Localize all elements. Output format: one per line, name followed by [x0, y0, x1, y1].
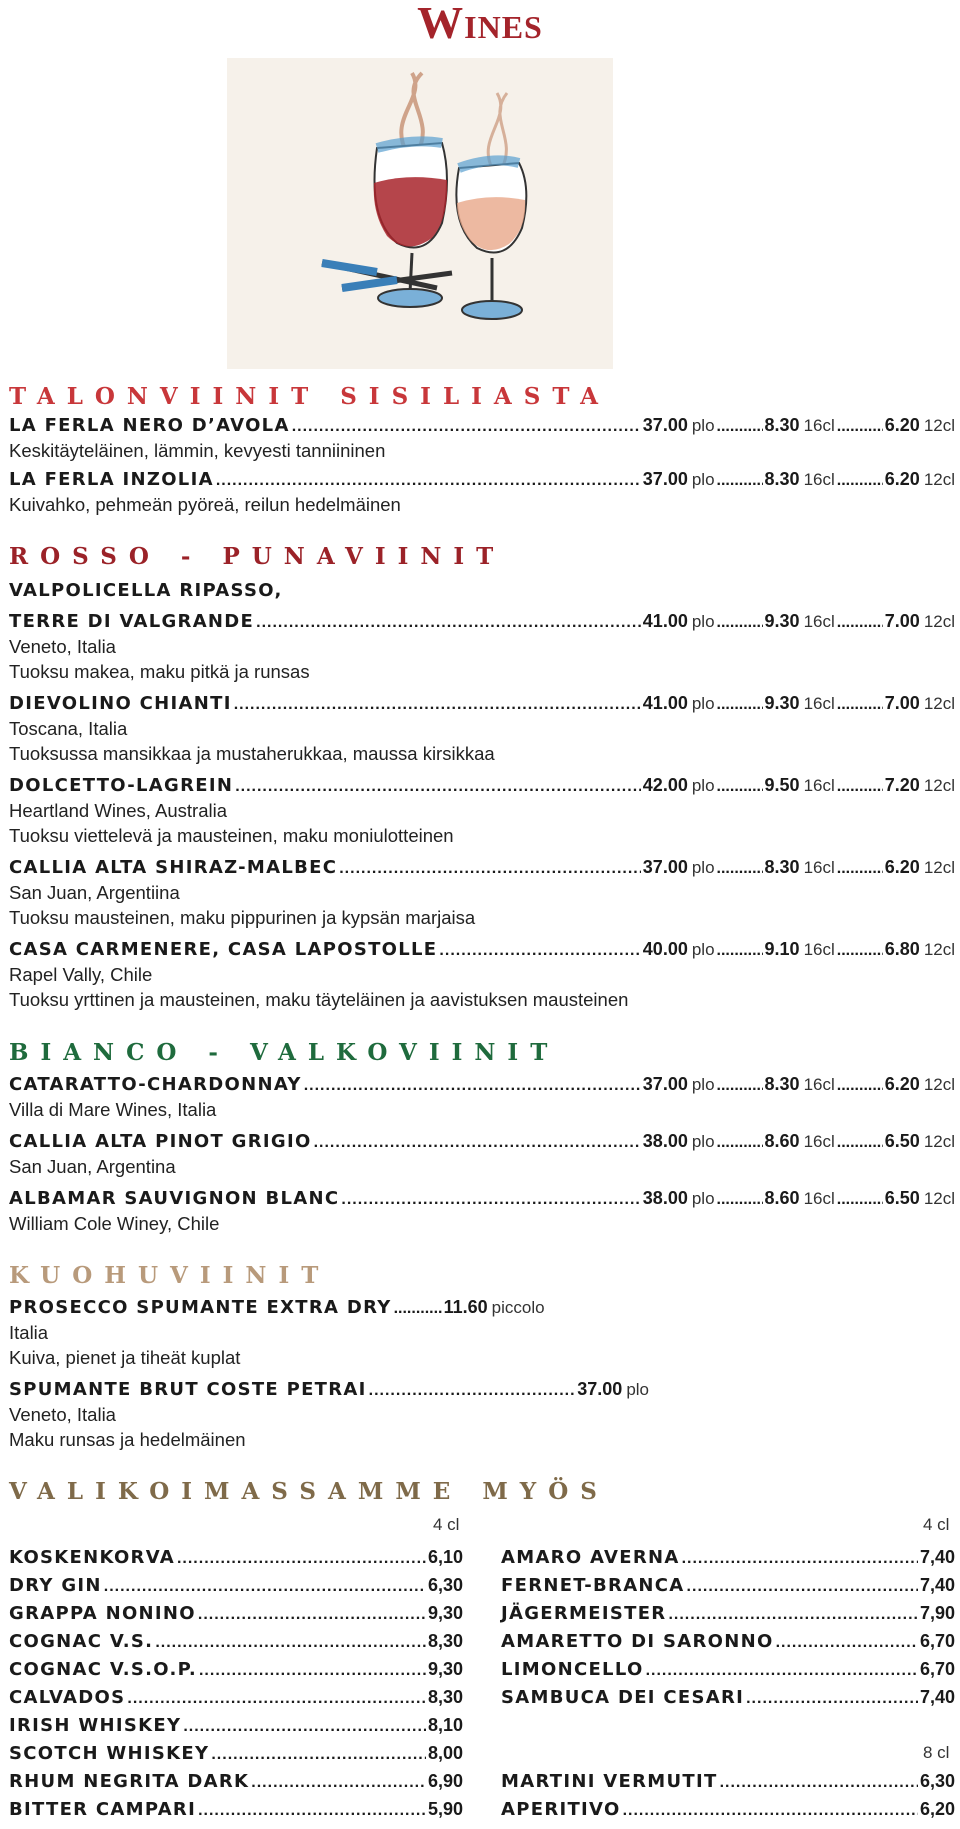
spirit-row — [9, 1547, 463, 1571]
unit: plo — [691, 612, 715, 631]
section-title: KUOHUVIINIT — [9, 1262, 331, 1289]
bottle-price: 42.00 — [642, 775, 688, 795]
wine-name: CATARATTO-CHARDONNAY — [9, 1074, 302, 1095]
bottle-price: 37.00 — [642, 857, 688, 877]
section-title: TALONVIINIT SISILIASTA — [9, 383, 611, 410]
spirit-name: AMARETTO DI SARONNO — [501, 1631, 774, 1652]
leader-dots — [251, 1774, 426, 1792]
unit: 16cl — [803, 776, 835, 795]
unit: 16cl — [803, 1189, 835, 1208]
spirit-name: GRAPPA NONINO — [9, 1603, 196, 1624]
wine-name: ALBAMAR SAUVIGNON BLANC — [9, 1188, 340, 1209]
spirit-name: COGNAC V.S. — [9, 1631, 154, 1652]
leader-dots — [717, 1077, 763, 1095]
spirit-name: MARTINI VERMUTIT — [501, 1771, 718, 1792]
wine-region: Heartland Wines, Australia — [9, 800, 227, 821]
spirit-price: 8,00 — [427, 1743, 463, 1763]
spirit-price: 7,40 — [919, 1687, 955, 1707]
leader-dots — [687, 1578, 918, 1596]
unit: 16cl — [803, 416, 835, 435]
spirit-name: DRY GIN — [9, 1575, 102, 1596]
sparkling-row — [9, 1379, 649, 1403]
leader-dots — [837, 696, 883, 714]
glass12-price: 6.20 — [884, 415, 920, 435]
glass12-price: 6.80 — [884, 939, 920, 959]
leader-dots — [717, 696, 763, 714]
wine-row — [9, 1074, 955, 1098]
section-spirits — [9, 1478, 609, 1505]
unit: 16cl — [803, 1132, 835, 1151]
unit: 16cl — [803, 470, 835, 489]
wine-description: Tuoksussa mansikkaa ja mustaherukkaa, maussa kirsikkaa — [9, 743, 495, 764]
bottle-price: 40.00 — [642, 939, 688, 959]
piccolo-price: 11.60 — [443, 1297, 488, 1317]
leader-dots — [211, 1746, 426, 1764]
glass16-price: 8.30 — [764, 469, 800, 489]
glass12-price: 6.50 — [884, 1131, 920, 1151]
unit: 12cl — [923, 416, 955, 435]
leader-dots — [216, 472, 641, 490]
spirit-name: JÄGERMEISTER — [501, 1603, 667, 1624]
wine-description: Tuoksu mausteinen, maku pippurinen ja kypsän marjaisa — [9, 907, 476, 928]
leader-dots — [304, 1077, 641, 1095]
unit: 12cl — [923, 858, 955, 877]
section-title: VALIKOIMASSAMME MYÖS — [9, 1478, 609, 1505]
spirit-row — [501, 1659, 955, 1683]
spirit-name: IRISH WHISKEY — [9, 1715, 182, 1736]
bottle-price: 37.00 — [577, 1379, 623, 1399]
spirit-price: 6,70 — [919, 1631, 955, 1651]
wine-description: Tuoksu makea, maku pitkä ja runsas — [9, 661, 310, 682]
leader-dots — [746, 1690, 918, 1708]
leader-dots — [256, 614, 641, 632]
unit: 12cl — [923, 1132, 955, 1151]
glass16-price: 9.10 — [764, 939, 800, 959]
spirit-row — [501, 1603, 955, 1627]
unit: plo — [691, 416, 715, 435]
leader-dots — [623, 1802, 918, 1820]
unit: plo — [691, 940, 715, 959]
wine-region: San Juan, Argentina — [9, 1156, 176, 1177]
bottle-price: 37.00 — [642, 1074, 688, 1094]
leader-dots — [717, 418, 763, 436]
section-house-wines — [9, 383, 610, 410]
leader-dots — [837, 418, 883, 436]
leader-dots — [198, 1606, 426, 1624]
leader-dots — [837, 1191, 883, 1209]
wine-row — [9, 611, 955, 635]
spirit-name: RHUM NEGRITA DARK — [9, 1771, 250, 1792]
leader-dots — [369, 1382, 576, 1400]
unit: 12cl — [923, 1075, 955, 1094]
wine-region: Villa di Mare Wines, Italia — [9, 1099, 217, 1120]
spirit-row — [9, 1743, 463, 1767]
bottle-price: 37.00 — [642, 415, 688, 435]
spirit-price: 6,30 — [919, 1771, 955, 1791]
leader-dots — [646, 1662, 918, 1680]
section-sparkling-wines — [9, 1262, 330, 1289]
leader-dots — [394, 1300, 442, 1318]
wine-name: CASA CARMENERE, CASA LAPOSTOLLE — [9, 939, 438, 960]
leader-dots — [177, 1550, 426, 1568]
spirit-row — [9, 1659, 463, 1683]
sparkling-row — [9, 1297, 545, 1321]
leader-dots — [104, 1578, 426, 1596]
wine-name: TERRE DI VALGRANDE — [9, 611, 255, 632]
bottle-price: 41.00 — [642, 693, 688, 713]
section-red-wines — [9, 543, 505, 570]
leader-dots — [837, 860, 883, 878]
wine-name: PROSECCO SPUMANTE EXTRA DRY — [9, 1297, 392, 1318]
spirit-price: 7,90 — [919, 1603, 955, 1623]
glass12-price: 6.20 — [884, 469, 920, 489]
wine-region: San Juan, Argentiina — [9, 882, 180, 903]
spirit-name: CALVADOS — [9, 1687, 126, 1708]
spirit-name: SAMBUCA DEI CESARI — [501, 1687, 745, 1708]
spirit-name: LIMONCELLO — [501, 1659, 644, 1680]
unit: 16cl — [803, 858, 835, 877]
wine-row — [9, 693, 955, 717]
wine-region: Toscana, Italia — [9, 718, 128, 739]
leader-dots — [341, 1191, 640, 1209]
bottle-price: 38.00 — [642, 1188, 688, 1208]
glass16-price: 8.30 — [764, 1074, 800, 1094]
unit: plo — [626, 1380, 649, 1399]
spirit-price: 5,90 — [427, 1799, 463, 1819]
bottle-price: 38.00 — [642, 1131, 688, 1151]
wine-row — [9, 415, 955, 439]
spirit-name: FERNET-BRANCA — [501, 1575, 685, 1596]
section-title: ROSSO - PUNAVIINIT — [9, 543, 506, 570]
page-title: Wines — [417, 0, 543, 48]
glass16-price: 8.60 — [764, 1188, 800, 1208]
leader-dots — [668, 1606, 917, 1624]
wine-name: LA FERLA INZOLIA — [9, 469, 214, 490]
unit: 16cl — [803, 1075, 835, 1094]
leader-dots — [339, 860, 641, 878]
wine-region: Rapel Vally, Chile — [9, 964, 153, 985]
glass12-price: 6.20 — [884, 1074, 920, 1094]
leader-dots — [198, 1802, 426, 1820]
spirit-row — [9, 1771, 463, 1795]
unit: 16cl — [803, 940, 835, 959]
spirit-name: SCOTCH WHISKEY — [9, 1743, 210, 1764]
leader-dots — [439, 942, 640, 960]
wine-row — [9, 469, 955, 493]
wine-description: Kuivahko, pehmeän pyöreä, reilun hedelmäinen — [9, 494, 401, 515]
wine-region: Veneto, Italia — [9, 636, 116, 657]
glass12-price: 7.20 — [884, 775, 920, 795]
spirit-price: 6,10 — [427, 1547, 463, 1567]
leader-dots — [717, 614, 763, 632]
column-unit-8cl: 8 cl — [923, 1743, 950, 1762]
bottle-price: 37.00 — [642, 469, 688, 489]
leader-dots — [127, 1690, 426, 1708]
spirit-row — [9, 1715, 463, 1739]
glass12-price: 6.50 — [884, 1188, 920, 1208]
leader-dots — [155, 1634, 426, 1652]
wine-name: DIEVOLINO CHIANTI — [9, 693, 232, 714]
bottle-price: 41.00 — [642, 611, 688, 631]
unit: 12cl — [923, 470, 955, 489]
spirit-price: 6,70 — [919, 1659, 955, 1679]
spirit-price: 6,90 — [427, 1771, 463, 1791]
unit: plo — [691, 694, 715, 713]
spirit-price: 6,30 — [427, 1575, 463, 1595]
unit: plo — [691, 858, 715, 877]
spirit-price: 6,20 — [919, 1799, 955, 1819]
wine-row — [9, 939, 955, 963]
leader-dots — [682, 1550, 918, 1568]
unit: 12cl — [923, 776, 955, 795]
glass16-price: 9.30 — [764, 693, 800, 713]
leader-dots — [183, 1718, 426, 1736]
spirit-name: APERITIVO — [501, 1799, 621, 1820]
leader-dots — [837, 1077, 883, 1095]
spirit-name: COGNAC V.S.O.P. — [9, 1659, 197, 1680]
leader-dots — [837, 778, 883, 796]
leader-dots — [717, 942, 763, 960]
wine-description: Tuoksu viettelevä ja mausteinen, maku moniulotteinen — [9, 825, 454, 846]
spirit-row — [501, 1631, 955, 1655]
unit: 16cl — [803, 612, 835, 631]
spirit-row — [9, 1799, 463, 1823]
spirit-price: 8,30 — [427, 1687, 463, 1707]
wine-region: Italia — [9, 1322, 49, 1343]
column-unit-left: 4 cl — [433, 1515, 460, 1534]
wine-row — [9, 1188, 955, 1212]
wine-glasses-illustration — [227, 58, 613, 369]
leader-dots — [717, 1191, 763, 1209]
unit: plo — [691, 1189, 715, 1208]
spirit-price: 8,10 — [427, 1715, 463, 1735]
spirit-row — [9, 1575, 463, 1599]
unit: 16cl — [803, 694, 835, 713]
unit: piccolo — [491, 1298, 545, 1317]
unit: 12cl — [923, 694, 955, 713]
leader-dots — [717, 860, 763, 878]
spirit-row — [501, 1575, 955, 1599]
glass16-price: 8.60 — [764, 1131, 800, 1151]
wine-glasses-icon — [227, 58, 613, 369]
spirit-row — [9, 1603, 463, 1627]
unit: plo — [691, 1075, 715, 1094]
section-title: BIANCO - VALKOVIINIT — [9, 1039, 560, 1066]
unit: 12cl — [923, 612, 955, 631]
leader-dots — [837, 942, 883, 960]
wine-name-prefix: VALPOLICELLA RIPASSO, — [9, 580, 283, 601]
wine-description: Keskitäyteläinen, lämmin, kevyesti tanniininen — [9, 440, 386, 461]
wine-row — [9, 1131, 955, 1155]
glass16-price: 8.30 — [764, 415, 800, 435]
unit: plo — [691, 776, 715, 795]
wine-description: Kuiva, pienet ja tiheät kuplat — [9, 1347, 241, 1368]
spirit-row — [501, 1687, 955, 1711]
leader-dots — [199, 1662, 426, 1680]
spirit-price: 8,30 — [427, 1631, 463, 1651]
spirit-name: AMARO AVERNA — [501, 1547, 680, 1568]
wine-name: DOLCETTO-LAGREIN — [9, 775, 234, 796]
wine-name: SPUMANTE BRUT COSTE PETRAI — [9, 1379, 367, 1400]
spirit-row — [501, 1771, 955, 1795]
spirit-name: KOSKENKORVA — [9, 1547, 175, 1568]
spirit-row — [9, 1631, 463, 1655]
wine-description: Maku runsas ja hedelmäinen — [9, 1429, 246, 1450]
wine-name-line — [9, 580, 283, 604]
leader-dots — [837, 472, 883, 490]
wine-description: Tuoksu yrttinen ja mausteinen, maku täyteläinen ja aavistuksen mausteinen — [9, 989, 629, 1010]
unit: 12cl — [923, 1189, 955, 1208]
leader-dots — [717, 778, 763, 796]
leader-dots — [837, 1134, 883, 1152]
leader-dots — [720, 1774, 918, 1792]
leader-dots — [292, 418, 641, 436]
wine-row — [9, 775, 955, 799]
spirit-row — [501, 1547, 955, 1571]
wine-name: CALLIA ALTA PINOT GRIGIO — [9, 1131, 312, 1152]
spirit-name: BITTER CAMPARI — [9, 1799, 197, 1820]
unit: plo — [691, 470, 715, 489]
glass16-price: 9.30 — [764, 611, 800, 631]
wine-name: LA FERLA NERO D’AVOLA — [9, 415, 290, 436]
leader-dots — [776, 1634, 918, 1652]
glass12-price: 6.20 — [884, 857, 920, 877]
unit: 12cl — [923, 940, 955, 959]
leader-dots — [234, 696, 641, 714]
leader-dots — [717, 472, 763, 490]
glass16-price: 9.50 — [764, 775, 800, 795]
glass12-price: 7.00 — [884, 611, 920, 631]
spirit-price: 7,40 — [919, 1575, 955, 1595]
leader-dots — [837, 614, 883, 632]
spirit-price: 7,40 — [919, 1547, 955, 1567]
leader-dots — [235, 778, 641, 796]
wine-region: William Cole Winey, Chile — [9, 1213, 220, 1234]
leader-dots — [314, 1134, 641, 1152]
wine-row — [9, 857, 955, 881]
column-unit-right: 4 cl — [923, 1515, 950, 1534]
spirit-row — [501, 1799, 955, 1823]
spirit-price: 9,30 — [427, 1659, 463, 1679]
spirit-row — [9, 1687, 463, 1711]
section-white-wines — [9, 1039, 559, 1066]
wine-name: CALLIA ALTA SHIRAZ-MALBEC — [9, 857, 338, 878]
glass12-price: 7.00 — [884, 693, 920, 713]
spirit-price: 9,30 — [427, 1603, 463, 1623]
leader-dots — [717, 1134, 763, 1152]
unit: plo — [691, 1132, 715, 1151]
glass16-price: 8.30 — [764, 857, 800, 877]
wine-region: Veneto, Italia — [9, 1404, 116, 1425]
